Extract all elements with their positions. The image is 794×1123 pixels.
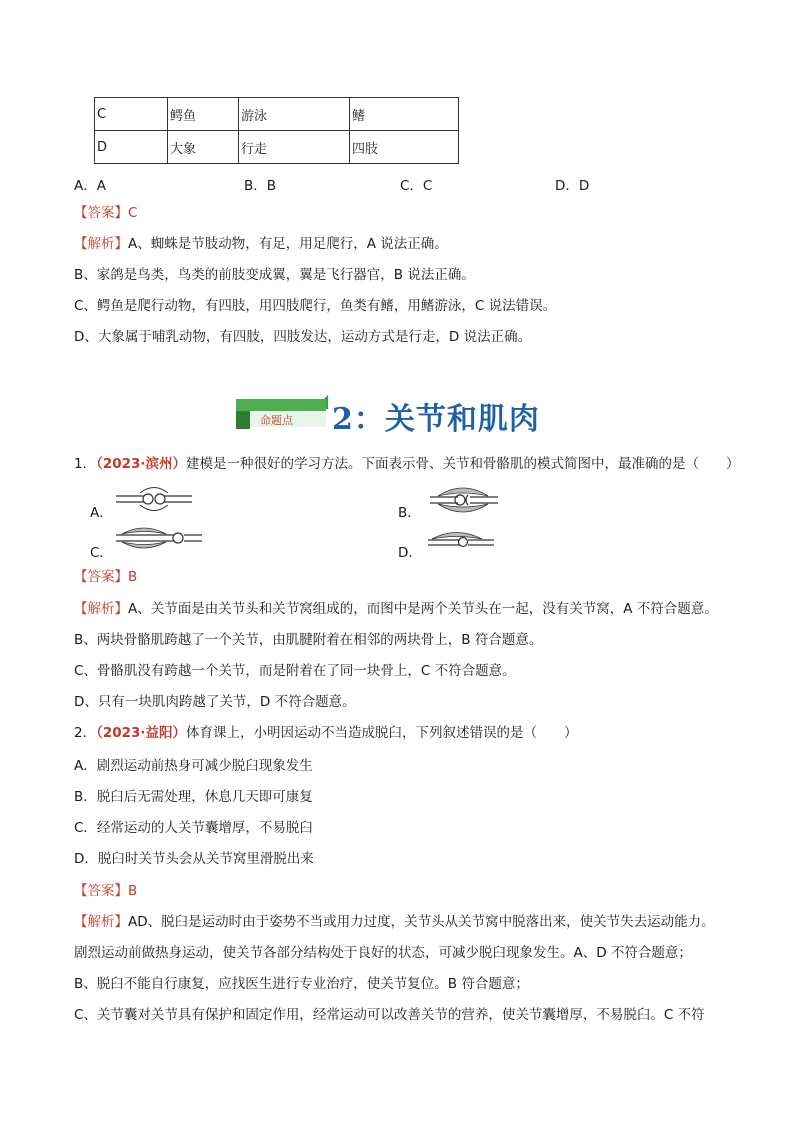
question-1 bbox=[74, 455, 740, 473]
table-cell: 游泳 bbox=[239, 98, 350, 131]
analysis-line: C、鳄鱼是爬行动物，有四肢，用四肢爬行，鱼类有鳍，用鳍游泳，C 说法错误。 bbox=[74, 298, 557, 314]
analysis-label: 【解析】 bbox=[74, 236, 128, 252]
answer-label: 【答案】 bbox=[74, 569, 128, 585]
badge-text: 命题点 bbox=[260, 414, 293, 427]
table-cell: 大象 bbox=[168, 131, 239, 164]
table-row bbox=[95, 98, 459, 131]
analysis-line bbox=[74, 913, 715, 931]
table-cell: C bbox=[95, 98, 168, 131]
option-c-label: C． bbox=[90, 545, 113, 561]
diagram-a bbox=[114, 484, 194, 516]
answer-table bbox=[94, 97, 459, 164]
question-source: （2023·益阳） bbox=[96, 725, 187, 741]
analysis-line: C、关节囊对关节具有保护和固定作用，经常运动可以改善关节的营养，使关节囊增厚，不易脱臼。C 不符 bbox=[74, 1007, 705, 1023]
question-stem: 体育课上，小明因运动不当造成脱臼，下列叙述错误的是（ ） bbox=[186, 725, 578, 741]
question-stem: 建模是一种很好的学习方法。下面表示骨、关节和骨骼肌的模式简图中，最准确的是（ ） bbox=[186, 456, 740, 472]
section-title: 2：关节和肌肉 bbox=[332, 402, 540, 437]
diagram-c bbox=[114, 522, 204, 554]
option-b-label: B． bbox=[398, 505, 421, 521]
question-number: 2． bbox=[74, 725, 97, 741]
table-row bbox=[95, 131, 459, 164]
option-a: A．剧烈运动前热身可减少脱臼现象发生 bbox=[74, 758, 313, 774]
answer-line bbox=[74, 568, 137, 586]
option-d: D．D bbox=[555, 178, 590, 194]
table-cell: 鳄鱼 bbox=[168, 98, 239, 131]
option-a-label: A． bbox=[90, 505, 113, 521]
option-c: C．C bbox=[400, 178, 433, 194]
option-d-label: D． bbox=[398, 545, 422, 561]
analysis-line bbox=[74, 235, 448, 253]
diagram-b bbox=[428, 484, 500, 516]
analysis-line: 剧烈运动前做热身运动，使关节各部分结构处于良好的状态，可减少脱臼现象发生。A、D 不符合题意； bbox=[74, 945, 692, 961]
table-cell: 鳍 bbox=[350, 98, 459, 131]
analysis-line: B、两块骨骼肌跨越了一个关节，由肌腱附着在相邻的两块骨上，B 符合题意。 bbox=[74, 632, 543, 648]
answer-value: B bbox=[128, 883, 138, 899]
analysis-line: B、家鸽是鸟类，鸟类的前肢变成翼，翼是飞行器官，B 说法正确。 bbox=[74, 267, 475, 283]
analysis-line: C、骨骼肌没有跨越一个关节，而是附着在了同一块骨上，C 不符合题意。 bbox=[74, 663, 516, 679]
table-cell: D bbox=[95, 131, 168, 164]
option-c: C．经常运动的人关节囊增厚，不易脱臼 bbox=[74, 820, 313, 836]
analysis-label: 【解析】 bbox=[74, 914, 128, 930]
option-b: B．脱臼后无需处理，休息几天即可康复 bbox=[74, 789, 313, 805]
analysis-line: B、脱臼不能自行康复，应找医生进行专业治疗，使关节复位。B 符合题意； bbox=[74, 976, 529, 992]
answer-label: 【答案】 bbox=[74, 883, 128, 899]
answer-line bbox=[74, 882, 137, 900]
analysis-line: D、大象属于哺乳动物，有四肢，四肢发达，运动方式是行走，D 说法正确。 bbox=[74, 329, 532, 345]
answer-value: B bbox=[128, 569, 138, 585]
analysis-line: D、只有一块肌肉跨越了关节，D 不符合题意。 bbox=[74, 694, 356, 710]
table-cell: 行走 bbox=[239, 131, 350, 164]
analysis-label: 【解析】 bbox=[74, 601, 128, 617]
question-number: 1． bbox=[74, 456, 97, 472]
analysis-line bbox=[74, 600, 718, 618]
table-cell: 四肢 bbox=[350, 131, 459, 164]
section-badge bbox=[236, 395, 328, 429]
option-a: A．A bbox=[74, 178, 106, 194]
question-2 bbox=[74, 724, 578, 742]
option-b: B．B bbox=[244, 178, 277, 194]
analysis-text: AD、脱臼是运动时由于姿势不当或用力过度，关节头从关节窝中脱落出来，使关节失去运动能力。 bbox=[128, 914, 715, 930]
option-d: D．脱臼时关节头会从关节窝里滑脱出来 bbox=[74, 851, 314, 867]
answer-label: 【答案】 bbox=[74, 205, 128, 221]
question-source: （2023·滨州） bbox=[96, 456, 187, 472]
diagram-d bbox=[426, 524, 496, 554]
answer-line bbox=[74, 204, 137, 222]
analysis-text: A、关节面是由关节头和关节窝组成的，而图中是两个关节头在一起，没有关节窝，A 不符合题意。 bbox=[128, 601, 718, 617]
answer-value: C bbox=[128, 205, 138, 221]
analysis-text: A、蜘蛛是节肢动物，有足，用足爬行，A 说法正确。 bbox=[128, 236, 448, 252]
